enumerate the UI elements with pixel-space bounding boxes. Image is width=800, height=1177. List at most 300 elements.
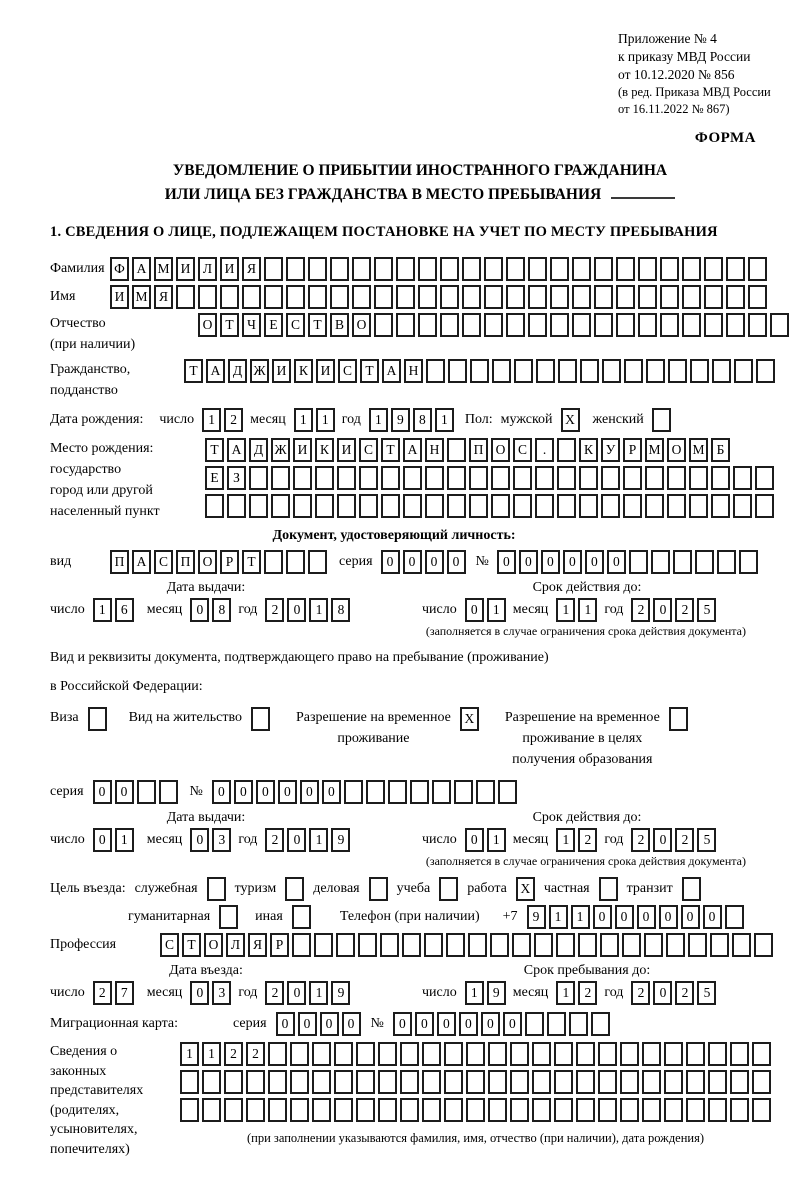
name-cell[interactable]: [198, 285, 217, 309]
profession-cell[interactable]: Л: [226, 933, 245, 957]
profession-cell[interactable]: [732, 933, 751, 957]
patronymic-cell[interactable]: О: [352, 313, 371, 337]
citizenship-cell[interactable]: [426, 359, 445, 383]
doc-kind-cell[interactable]: О: [198, 550, 217, 574]
legal-rep-cell[interactable]: [334, 1098, 353, 1122]
legal-rep-cell[interactable]: [378, 1070, 397, 1094]
res-number-cell[interactable]: 0: [322, 780, 341, 804]
birth-place-cell[interactable]: [689, 494, 708, 518]
patronymic-cell[interactable]: [660, 313, 679, 337]
legal-rep-cell[interactable]: [224, 1098, 243, 1122]
birth-place-cell[interactable]: [601, 494, 620, 518]
res-issue-day-cell[interactable]: 1: [115, 828, 134, 852]
profession-cell[interactable]: [710, 933, 729, 957]
birth-place-cell[interactable]: Б: [711, 438, 730, 462]
birth-place-cell[interactable]: [667, 494, 686, 518]
legal-rep-cell[interactable]: [422, 1042, 441, 1066]
birth-place-cell[interactable]: [249, 494, 268, 518]
surname-cell[interactable]: [484, 257, 503, 281]
profession-cell[interactable]: [314, 933, 333, 957]
surname-cell[interactable]: Л: [198, 257, 217, 281]
birth-place-cell[interactable]: С: [359, 438, 378, 462]
patronymic-cell[interactable]: [528, 313, 547, 337]
id-number-cell[interactable]: [717, 550, 736, 574]
res-valid-year-cell[interactable]: 2: [675, 828, 694, 852]
birth-place-cell[interactable]: [249, 466, 268, 490]
name-cell[interactable]: [220, 285, 239, 309]
profession-cell[interactable]: О: [204, 933, 223, 957]
res-issue-day-cell[interactable]: 0: [93, 828, 112, 852]
surname-cell[interactable]: [726, 257, 745, 281]
phone-digit-cell[interactable]: 0: [659, 905, 678, 929]
res-number-cell[interactable]: [344, 780, 363, 804]
citizenship-cell[interactable]: [734, 359, 753, 383]
study-checkbox[interactable]: [439, 877, 458, 901]
doc-kind-cell[interactable]: П: [176, 550, 195, 574]
citizenship-cell[interactable]: И: [316, 359, 335, 383]
legal-rep-cell[interactable]: [224, 1070, 243, 1094]
mig-number-cell[interactable]: 0: [481, 1012, 500, 1036]
birth-place-cell[interactable]: [381, 494, 400, 518]
patronymic-cell[interactable]: О: [198, 313, 217, 337]
transit-checkbox[interactable]: [682, 877, 701, 901]
profession-cell[interactable]: [380, 933, 399, 957]
profession-cell[interactable]: [424, 933, 443, 957]
legal-rep-cell[interactable]: [312, 1070, 331, 1094]
citizenship-cell[interactable]: [756, 359, 775, 383]
patronymic-cell[interactable]: Е: [264, 313, 283, 337]
other-checkbox[interactable]: [292, 905, 311, 929]
mig-series-cell[interactable]: 0: [342, 1012, 361, 1036]
birth-place-cell[interactable]: [601, 466, 620, 490]
profession-cell[interactable]: [468, 933, 487, 957]
legal-rep-cell[interactable]: [312, 1098, 331, 1122]
surname-cell[interactable]: Я: [242, 257, 261, 281]
legal-rep-cell[interactable]: [378, 1098, 397, 1122]
birth-place-cell[interactable]: [271, 466, 290, 490]
legal-rep-cell[interactable]: [466, 1042, 485, 1066]
birth-place-cell[interactable]: Т: [381, 438, 400, 462]
legal-rep-cell[interactable]: [422, 1098, 441, 1122]
name-cell[interactable]: [286, 285, 305, 309]
birth-place-cell[interactable]: М: [689, 438, 708, 462]
tourism-checkbox[interactable]: [285, 877, 304, 901]
patronymic-cell[interactable]: [550, 313, 569, 337]
legal-rep-cell[interactable]: [334, 1042, 353, 1066]
id-issue-year-cell[interactable]: 2: [265, 598, 284, 622]
legal-rep-cell[interactable]: [422, 1070, 441, 1094]
id-number-cell[interactable]: [629, 550, 648, 574]
profession-cell[interactable]: [556, 933, 575, 957]
res-issue-year-cell[interactable]: 9: [331, 828, 350, 852]
res-number-cell[interactable]: 0: [278, 780, 297, 804]
patronymic-cell[interactable]: [748, 313, 767, 337]
citizenship-cell[interactable]: [668, 359, 687, 383]
birth-place-cell[interactable]: [667, 466, 686, 490]
legal-rep-cell[interactable]: [510, 1070, 529, 1094]
citizenship-cell[interactable]: [514, 359, 533, 383]
legal-rep-cell[interactable]: [730, 1070, 749, 1094]
stay-year-cell[interactable]: 5: [697, 981, 716, 1005]
legal-rep-cell[interactable]: [312, 1042, 331, 1066]
surname-cell[interactable]: [638, 257, 657, 281]
name-cell[interactable]: [374, 285, 393, 309]
surname-cell[interactable]: И: [220, 257, 239, 281]
female-checkbox[interactable]: [652, 408, 671, 432]
temp-residence-edu-checkbox[interactable]: [669, 707, 688, 731]
res-number-cell[interactable]: 0: [256, 780, 275, 804]
name-cell[interactable]: [616, 285, 635, 309]
name-cell[interactable]: [418, 285, 437, 309]
id-valid-day-cell[interactable]: 1: [487, 598, 506, 622]
stay-year-cell[interactable]: 0: [653, 981, 672, 1005]
birth-place-cell[interactable]: [711, 494, 730, 518]
patronymic-cell[interactable]: Ч: [242, 313, 261, 337]
birth-place-cell[interactable]: [403, 494, 422, 518]
mig-number-cell[interactable]: 0: [393, 1012, 412, 1036]
patronymic-cell[interactable]: [726, 313, 745, 337]
patronymic-cell[interactable]: [638, 313, 657, 337]
surname-cell[interactable]: [682, 257, 701, 281]
stay-day-cell[interactable]: 1: [465, 981, 484, 1005]
patronymic-cell[interactable]: [462, 313, 481, 337]
surname-cell[interactable]: [352, 257, 371, 281]
birth-place-cell[interactable]: [403, 466, 422, 490]
legal-rep-cell[interactable]: [180, 1098, 199, 1122]
citizenship-cell[interactable]: [448, 359, 467, 383]
birth-place-cell[interactable]: [755, 494, 774, 518]
id-number-cell[interactable]: 0: [563, 550, 582, 574]
res-issue-year-cell[interactable]: 2: [265, 828, 284, 852]
birth-place-cell[interactable]: [337, 466, 356, 490]
name-cell[interactable]: М: [132, 285, 151, 309]
birth-place-cell[interactable]: П: [469, 438, 488, 462]
id-issue-year-cell[interactable]: 1: [309, 598, 328, 622]
legal-rep-cell[interactable]: [400, 1042, 419, 1066]
birth-place-cell[interactable]: М: [645, 438, 664, 462]
profession-cell[interactable]: [578, 933, 597, 957]
legal-rep-cell[interactable]: [444, 1098, 463, 1122]
res-number-cell[interactable]: [454, 780, 473, 804]
name-cell[interactable]: [594, 285, 613, 309]
id-series-cell[interactable]: 0: [403, 550, 422, 574]
birth-place-cell[interactable]: [557, 466, 576, 490]
legal-rep-cell[interactable]: [642, 1070, 661, 1094]
legal-rep-cell[interactable]: [708, 1070, 727, 1094]
phone-digit-cell[interactable]: 0: [703, 905, 722, 929]
legal-rep-cell[interactable]: [356, 1042, 375, 1066]
legal-rep-cell[interactable]: [642, 1098, 661, 1122]
id-series-cell[interactable]: 0: [425, 550, 444, 574]
legal-rep-cell[interactable]: [686, 1042, 705, 1066]
citizenship-cell[interactable]: К: [294, 359, 313, 383]
temp-residence-checkbox[interactable]: X: [460, 707, 479, 731]
profession-cell[interactable]: [512, 933, 531, 957]
legal-rep-cell[interactable]: [752, 1070, 771, 1094]
res-series-cell[interactable]: [159, 780, 178, 804]
id-number-cell[interactable]: 0: [497, 550, 516, 574]
profession-cell[interactable]: Я: [248, 933, 267, 957]
citizenship-cell[interactable]: А: [206, 359, 225, 383]
phone-digit-cell[interactable]: 1: [549, 905, 568, 929]
id-number-cell[interactable]: [739, 550, 758, 574]
birth-place-cell[interactable]: [293, 466, 312, 490]
doc-kind-cell[interactable]: [264, 550, 283, 574]
profession-cell[interactable]: [446, 933, 465, 957]
legal-rep-cell[interactable]: [752, 1042, 771, 1066]
birth-place-cell[interactable]: [557, 494, 576, 518]
stay-month-cell[interactable]: 2: [578, 981, 597, 1005]
private-checkbox[interactable]: [599, 877, 618, 901]
visa-checkbox[interactable]: [88, 707, 107, 731]
citizenship-cell[interactable]: [470, 359, 489, 383]
birth-place-cell[interactable]: О: [491, 438, 510, 462]
birth-year-cell[interactable]: 1: [369, 408, 388, 432]
name-cell[interactable]: И: [110, 285, 129, 309]
res-number-cell[interactable]: [498, 780, 517, 804]
legal-rep-cell[interactable]: [620, 1042, 639, 1066]
legal-rep-cell[interactable]: [576, 1042, 595, 1066]
res-issue-month-cell[interactable]: 3: [212, 828, 231, 852]
birth-place-cell[interactable]: [227, 494, 246, 518]
mig-number-cell[interactable]: 0: [459, 1012, 478, 1036]
birth-month-cell[interactable]: 1: [294, 408, 313, 432]
surname-cell[interactable]: [594, 257, 613, 281]
citizenship-cell[interactable]: [602, 359, 621, 383]
citizenship-cell[interactable]: Н: [404, 359, 423, 383]
legal-rep-cell[interactable]: [466, 1098, 485, 1122]
mig-series-cell[interactable]: 0: [298, 1012, 317, 1036]
res-number-cell[interactable]: [366, 780, 385, 804]
birth-place-cell[interactable]: [535, 494, 554, 518]
doc-kind-cell[interactable]: П: [110, 550, 129, 574]
birth-place-cell[interactable]: [513, 494, 532, 518]
name-cell[interactable]: [330, 285, 349, 309]
patronymic-cell[interactable]: [418, 313, 437, 337]
legal-rep-cell[interactable]: 1: [180, 1042, 199, 1066]
legal-rep-cell[interactable]: [290, 1042, 309, 1066]
mig-number-cell[interactable]: [569, 1012, 588, 1036]
surname-cell[interactable]: [704, 257, 723, 281]
male-checkbox[interactable]: X: [561, 408, 580, 432]
name-cell[interactable]: [308, 285, 327, 309]
id-valid-day-cell[interactable]: 0: [465, 598, 484, 622]
name-cell[interactable]: [264, 285, 283, 309]
birth-place-cell[interactable]: [689, 466, 708, 490]
legal-rep-cell[interactable]: [466, 1070, 485, 1094]
birth-place-cell[interactable]: [733, 494, 752, 518]
citizenship-cell[interactable]: [580, 359, 599, 383]
legal-rep-cell[interactable]: 1: [202, 1042, 221, 1066]
legal-rep-cell[interactable]: [268, 1098, 287, 1122]
profession-cell[interactable]: [666, 933, 685, 957]
id-issue-year-cell[interactable]: 0: [287, 598, 306, 622]
surname-cell[interactable]: [462, 257, 481, 281]
birth-place-cell[interactable]: [359, 494, 378, 518]
patronymic-cell[interactable]: [770, 313, 789, 337]
birth-place-cell[interactable]: З: [227, 466, 246, 490]
res-issue-year-cell[interactable]: 1: [309, 828, 328, 852]
surname-cell[interactable]: [308, 257, 327, 281]
name-cell[interactable]: [660, 285, 679, 309]
id-issue-year-cell[interactable]: 8: [331, 598, 350, 622]
surname-cell[interactable]: [572, 257, 591, 281]
id-valid-year-cell[interactable]: 0: [653, 598, 672, 622]
res-series-cell[interactable]: [137, 780, 156, 804]
surname-cell[interactable]: [528, 257, 547, 281]
id-valid-year-cell[interactable]: 5: [697, 598, 716, 622]
name-cell[interactable]: [440, 285, 459, 309]
name-cell[interactable]: [704, 285, 723, 309]
name-cell[interactable]: [484, 285, 503, 309]
id-number-cell[interactable]: 0: [607, 550, 626, 574]
stay-day-cell[interactable]: 9: [487, 981, 506, 1005]
patronymic-cell[interactable]: [704, 313, 723, 337]
patronymic-cell[interactable]: [440, 313, 459, 337]
mig-series-cell[interactable]: 0: [320, 1012, 339, 1036]
birth-year-cell[interactable]: 1: [435, 408, 454, 432]
entry-month-cell[interactable]: 0: [190, 981, 209, 1005]
legal-rep-cell[interactable]: [642, 1042, 661, 1066]
entry-year-cell[interactable]: 0: [287, 981, 306, 1005]
id-number-cell[interactable]: 0: [541, 550, 560, 574]
entry-day-cell[interactable]: 2: [93, 981, 112, 1005]
entry-year-cell[interactable]: 1: [309, 981, 328, 1005]
birth-place-cell[interactable]: [733, 466, 752, 490]
humanitarian-checkbox[interactable]: [219, 905, 238, 929]
res-valid-day-cell[interactable]: 1: [487, 828, 506, 852]
surname-cell[interactable]: [506, 257, 525, 281]
legal-rep-cell[interactable]: [268, 1042, 287, 1066]
citizenship-cell[interactable]: И: [272, 359, 291, 383]
legal-rep-cell[interactable]: [290, 1098, 309, 1122]
entry-year-cell[interactable]: 2: [265, 981, 284, 1005]
birth-place-cell[interactable]: [623, 494, 642, 518]
mig-series-cell[interactable]: 0: [276, 1012, 295, 1036]
name-cell[interactable]: [506, 285, 525, 309]
legal-rep-cell[interactable]: [532, 1070, 551, 1094]
legal-rep-cell[interactable]: [488, 1042, 507, 1066]
legal-rep-cell[interactable]: [246, 1070, 265, 1094]
birth-place-cell[interactable]: [579, 494, 598, 518]
citizenship-cell[interactable]: [536, 359, 555, 383]
profession-cell[interactable]: [754, 933, 773, 957]
legal-rep-cell[interactable]: [356, 1070, 375, 1094]
phone-digit-cell[interactable]: [725, 905, 744, 929]
birth-place-cell[interactable]: [469, 466, 488, 490]
birth-place-cell[interactable]: [315, 494, 334, 518]
legal-rep-cell[interactable]: [730, 1042, 749, 1066]
surname-cell[interactable]: [396, 257, 415, 281]
res-number-cell[interactable]: [476, 780, 495, 804]
surname-cell[interactable]: Ф: [110, 257, 129, 281]
official-checkbox[interactable]: [207, 877, 226, 901]
mig-number-cell[interactable]: 0: [415, 1012, 434, 1036]
legal-rep-cell[interactable]: [752, 1098, 771, 1122]
patronymic-cell[interactable]: Т: [220, 313, 239, 337]
profession-cell[interactable]: [402, 933, 421, 957]
birth-place-cell[interactable]: [425, 494, 444, 518]
work-checkbox[interactable]: X: [516, 877, 535, 901]
mig-number-cell[interactable]: 0: [503, 1012, 522, 1036]
legal-rep-cell[interactable]: [598, 1042, 617, 1066]
res-number-cell[interactable]: [410, 780, 429, 804]
birth-place-cell[interactable]: А: [227, 438, 246, 462]
legal-rep-cell[interactable]: [444, 1042, 463, 1066]
surname-cell[interactable]: [440, 257, 459, 281]
legal-rep-cell[interactable]: [686, 1070, 705, 1094]
doc-kind-cell[interactable]: С: [154, 550, 173, 574]
name-cell[interactable]: [176, 285, 195, 309]
birth-place-cell[interactable]: .: [535, 438, 554, 462]
entry-year-cell[interactable]: 9: [331, 981, 350, 1005]
patronymic-cell[interactable]: [572, 313, 591, 337]
phone-digit-cell[interactable]: 0: [593, 905, 612, 929]
id-issue-month-cell[interactable]: 0: [190, 598, 209, 622]
phone-digit-cell[interactable]: 9: [527, 905, 546, 929]
legal-rep-cell[interactable]: [488, 1070, 507, 1094]
legal-rep-cell[interactable]: [510, 1098, 529, 1122]
birth-place-cell[interactable]: Д: [249, 438, 268, 462]
legal-rep-cell[interactable]: [708, 1042, 727, 1066]
res-valid-day-cell[interactable]: 0: [465, 828, 484, 852]
surname-cell[interactable]: А: [132, 257, 151, 281]
legal-rep-cell[interactable]: [202, 1098, 221, 1122]
name-cell[interactable]: [638, 285, 657, 309]
legal-rep-cell[interactable]: [664, 1098, 683, 1122]
legal-rep-cell[interactable]: [554, 1042, 573, 1066]
mig-number-cell[interactable]: [525, 1012, 544, 1036]
citizenship-cell[interactable]: [712, 359, 731, 383]
stay-month-cell[interactable]: 1: [556, 981, 575, 1005]
legal-rep-cell[interactable]: [598, 1070, 617, 1094]
profession-cell[interactable]: [490, 933, 509, 957]
citizenship-cell[interactable]: Т: [184, 359, 203, 383]
legal-rep-cell[interactable]: [334, 1070, 353, 1094]
surname-cell[interactable]: [748, 257, 767, 281]
birth-place-cell[interactable]: [491, 466, 510, 490]
birth-year-cell[interactable]: 8: [413, 408, 432, 432]
patronymic-cell[interactable]: [616, 313, 635, 337]
name-cell[interactable]: [572, 285, 591, 309]
birth-place-cell[interactable]: К: [579, 438, 598, 462]
id-valid-month-cell[interactable]: 1: [578, 598, 597, 622]
residence-permit-checkbox[interactable]: [251, 707, 270, 731]
id-number-cell[interactable]: 0: [585, 550, 604, 574]
name-cell[interactable]: [528, 285, 547, 309]
phone-digit-cell[interactable]: 1: [571, 905, 590, 929]
birth-place-cell[interactable]: У: [601, 438, 620, 462]
legal-rep-cell[interactable]: [532, 1042, 551, 1066]
birth-place-cell[interactable]: [447, 438, 466, 462]
birth-place-cell[interactable]: [513, 466, 532, 490]
patronymic-cell[interactable]: Т: [308, 313, 327, 337]
res-valid-year-cell[interactable]: 0: [653, 828, 672, 852]
birth-place-cell[interactable]: [535, 466, 554, 490]
citizenship-cell[interactable]: Т: [360, 359, 379, 383]
birth-place-cell[interactable]: О: [667, 438, 686, 462]
profession-cell[interactable]: Р: [270, 933, 289, 957]
birth-place-cell[interactable]: И: [293, 438, 312, 462]
birth-place-cell[interactable]: [755, 466, 774, 490]
doc-kind-cell[interactable]: Р: [220, 550, 239, 574]
birth-place-cell[interactable]: С: [513, 438, 532, 462]
profession-cell[interactable]: [358, 933, 377, 957]
patronymic-cell[interactable]: [374, 313, 393, 337]
entry-month-cell[interactable]: 3: [212, 981, 231, 1005]
surname-cell[interactable]: [616, 257, 635, 281]
citizenship-cell[interactable]: [690, 359, 709, 383]
